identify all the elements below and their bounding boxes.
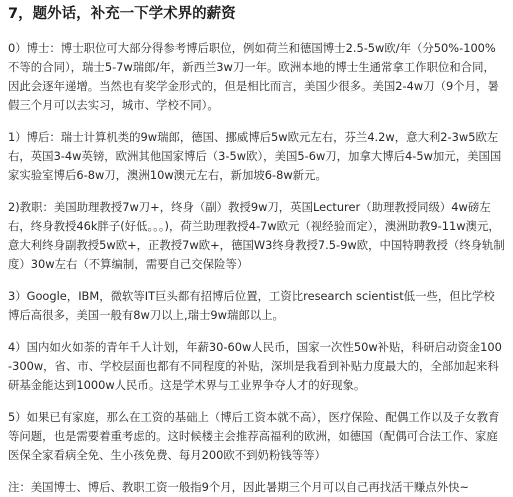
paragraph-faculty: 2)教职：美国助理教授7w刀+，终身（副）教授9w刀，英国Lecturer（助理教授同级）4w磅左右，终身教授46k胖子(好低。。。)，荷兰助理教授4-7w欧元（视经验而定），澳洲助教9-11w澳元，意大利终身副教授5w欧+，正教授7w欧+，德国W3终身教授7.5-9w欧，中国特聘教授（终身轨制度）30w左右（不算编制，需要自己交保险等）: [8, 200, 505, 271]
paragraph-postdoc: 1）博后：瑞士计算机类的9w瑞郎，德国、挪威博后5w欧元左右，芬兰4.2w，意大利2-3w5欧左右，英国3-4w英镑，欧洲其他国家博后（3-5w欧），美国5-6w刀，加拿大博后4-5w加元，美国国家实验室博后6-8w刀，澳洲10w澳元左右，新加坡6-8w新元。: [8, 130, 502, 182]
paragraph-family: 5）如果已有家庭，那么在工资的基础上（博后工资本就不高），医疗保险、配偶工作以及子女教育等问题，也是需要着重考虑的。这时候楼主会推荐高福利的欧洲，如德国（配偶可合法工作、家庭医保全家看病全免、生小孩免费、每月200欧不到奶粉钱等等）: [8, 410, 500, 462]
paragraph-china-program: 4）国内如火如荼的青年千人计划，年薪30-60w人民币，国家一次性50w补贴，科研启动资金100-300w，省、市、学校层面也都有不同程度的补贴，深圳是我看到补贴力度最大的，全部加起来科研基金能达到1000w人民币。这是学术界与工业界争夺人才的好现象。: [8, 340, 502, 392]
paragraph-phd: 0）博士：博士职位可大部分得参考博后职位，例如荷兰和德国博士2.5-5w欧/年（分50%-100%不等的合同），瑞士5-7w瑞郎/年，新西兰3w刀一年。欧洲本地的博士生通常拿工作职位和合同，因此会逐年递增。当然也有奖学金形式的，但是相比而言，美国少很多。美国2-4w刀（9个月，暑假三个月可以去实习，城市、学校不同）。: [8, 41, 499, 112]
footnote: 注：美国博士、博后、教职工资一般指9个月，因此暑期三个月可以自己再找活干赚点外快~: [8, 480, 470, 494]
paragraph-industry: 3）Google，IBM，微软等IT巨头都有招博后位置，工资比research scientist低一些，但比学校博后高很多，美国一般有8w刀以上,瑞士9w瑞郎以上。: [8, 289, 495, 322]
section-heading: 7，题外话，补充一下学术界的薪资: [8, 6, 236, 22]
